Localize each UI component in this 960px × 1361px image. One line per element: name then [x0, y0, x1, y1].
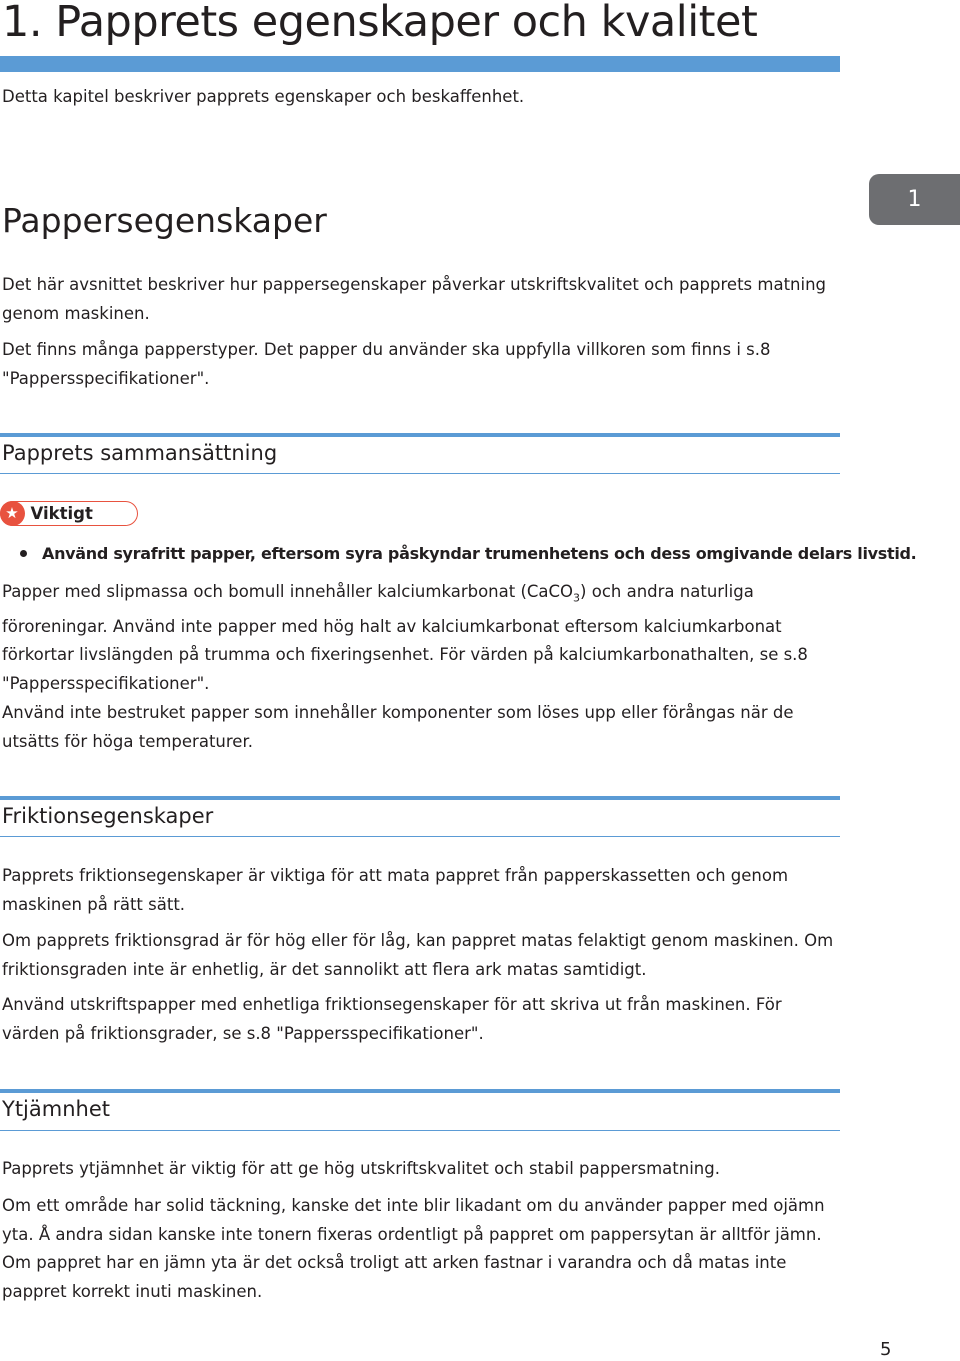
friction-paragraph-1: Papprets friktionsegenskaper är viktiga för att mata pappret från papperskassetten och genom maskinen på rätt sätt. [2, 866, 789, 914]
chapter-title: 1. Papprets egenskaper och kvalitet [2, 0, 758, 47]
composition-heading: Papprets sammansättning [2, 441, 278, 465]
composition-paragraph-2: Använd inte bestruket papper som innehåller komponenter som löses upp eller förångas när de utsätts för höga temperaturer. [2, 703, 794, 751]
chapter-intro: Detta kapitel beskriver papprets egenskaper och beskaffenhet. [2, 87, 525, 106]
composition-heading-rule-bottom [0, 473, 840, 474]
friction-paragraph-3: Använd utskriftspapper med enhetliga friktionsegenskaper för att skriva ut från maskinen. För värden på friktionsgrader, se s.8 "Pappersspecifikationer". [2, 995, 782, 1043]
chapter-title-bar [0, 56, 840, 72]
important-bullet-text: Använd syrafritt papper, eftersom syra påskyndar trumenhetens och dess omgivande delars livstid. [42, 544, 917, 563]
smoothness-heading-rule-top [0, 1089, 840, 1093]
important-label: Viktigt [30, 504, 93, 523]
bullet-icon [20, 550, 27, 557]
composition-paragraph-1-start: Papper med slipmassa och bomull innehåller kalciumkarbonat (CaCO [2, 582, 574, 601]
composition-paragraph-1-end: ) och andra naturliga föroreningar. Använd inte papper med hög halt av kalciumkarbonat eftersom kalciumkarbonat förkortar livslängden på trumma och fixeringsenhet. För värden på kalciumkarbonathalten, se s.8 "Pappersspecifikationer". [2, 582, 808, 693]
section-title: Pappersegenskaper [2, 201, 327, 240]
section-paragraph-2: Det finns många papperstyper. Det papper du använder ska uppfylla villkoren som finns i s.8 "Pappersspecifikationer". [2, 340, 771, 388]
section-paragraph-1: Det här avsnittet beskriver hur pappersegenskaper påverkar utskriftskvalitet och papprets matning genom maskinen. [2, 275, 827, 323]
composition-paragraph-1 [2, 578, 842, 698]
friction-heading-rule-bottom [0, 836, 840, 837]
smoothness-paragraph-1: Papprets ytjämnhet är viktig för att ge hög utskriftskvalitet och stabil pappersmatning. [2, 1159, 720, 1178]
friction-paragraph-2: Om papprets friktionsgrad är för hög eller för låg, kan pappret matas felaktigt genom maskinen. Om friktionsgraden inte är enhetlig, är det sannolikt att flera ark matas samtidigt. [2, 931, 834, 979]
smoothness-heading-rule-bottom [0, 1130, 840, 1131]
smoothness-paragraph-2: Om ett område har solid täckning, kanske det inte blir likadant om du använder papper med ojämn yta. Å andra sidan kanske inte tonern fixeras ordentligt på pappret om pappersytan är alltför jämn. Om pappret har en jämn yta är det också troligt att arken fastnar i varandra och då matas inte pappret korrekt inuti maskinen. [2, 1196, 825, 1301]
star-icon: ★ [0, 501, 25, 526]
important-badge [0, 501, 138, 526]
friction-heading: Friktionsegenskaper [2, 804, 214, 828]
page-number: 5 [880, 1339, 892, 1360]
chapter-tab: 1 [869, 174, 960, 225]
composition-subscript: 3 [573, 591, 581, 605]
smoothness-heading: Ytjämnhet [2, 1097, 110, 1121]
